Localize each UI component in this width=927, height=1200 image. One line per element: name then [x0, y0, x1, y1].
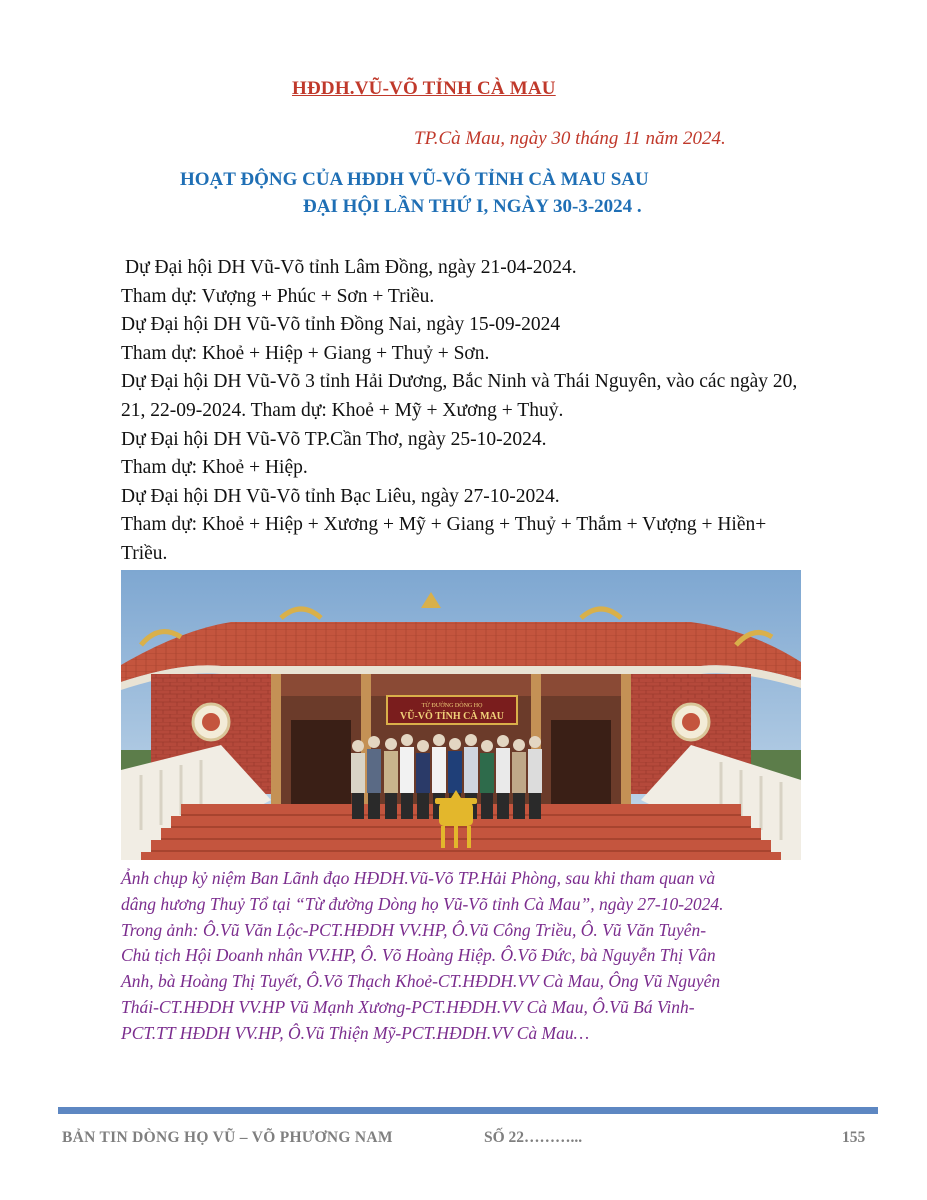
- body-line: Triều.: [121, 542, 168, 564]
- caption-line: dâng hương Thuỷ Tổ tại “Từ đường Dòng họ Vũ-Võ tỉnh Cà Mau”, ngày 27-10-2024.: [121, 893, 724, 914]
- body-line: 21, 22-09-2024. Tham dự: Khoẻ + Mỹ + Xương + Thuỷ.: [121, 399, 564, 421]
- article-heading: [180, 166, 740, 220]
- caption-line: Thái-CT.HĐDH VV.HP Vũ Mạnh Xương-PCT.HĐDH.VV Cà Mau, Ô.Vũ Bá Vinh-: [121, 996, 695, 1017]
- footer-publication-name: BẢN TIN DÒNG HỌ VŨ – VÕ PHƯƠNG NAM: [62, 1129, 393, 1146]
- heading-line-2: ĐẠI HỘI LẦN THỨ I, NGÀY 30-3-2024 .: [303, 196, 642, 217]
- caption-line: Anh, bà Hoàng Thị Tuyết, Ô.Võ Thạch Khoẻ-CT.HĐDH.VV Cà Mau, Ông Vũ Nguyên: [121, 971, 721, 992]
- organization-title: HĐDH.VŨ-VÕ TỈNH CÀ MAU: [292, 78, 556, 99]
- article-body: [121, 254, 851, 569]
- body-line: Dự Đại hội DH Vũ-Võ TP.Cần Thơ, ngày 25-10-2024.: [121, 428, 547, 450]
- body-line: Tham dự: Khoẻ + Hiệp + Xương + Mỹ + Giang + Thuỷ + Thắm + Vượng + Hiền+: [121, 514, 767, 536]
- body-line: Tham dự: Vượng + Phúc + Sơn + Triều.: [121, 285, 435, 307]
- body-line: Dự Đại hội DH Vũ-Võ tỉnh Đồng Nai, ngày 15-09-2024: [121, 314, 561, 336]
- body-line: Tham dự: Khoẻ + Hiệp.: [121, 457, 308, 479]
- group-photo: [121, 570, 801, 860]
- caption-line: Ảnh chụp kỷ niệm Ban Lãnh đạo HĐDH.Vũ-Võ TP.Hải Phòng, sau khi tham quan và: [121, 868, 716, 888]
- body-line: Dự Đại hội DH Vũ-Võ 3 tỉnh Hải Dương, Bắc Ninh và Thái Nguyên, vào các ngày 20,: [121, 371, 798, 393]
- body-line: Dự Đại hội DH Vũ-Võ tỉnh Bạc Liêu, ngày 27-10-2024.: [121, 485, 560, 507]
- body-line: Dự Đại hội DH Vũ-Võ tỉnh Lâm Đồng, ngày 21-04-2024.: [125, 257, 577, 278]
- body-line: Tham dự: Khoẻ + Hiệp + Giang + Thuỷ + Sơn.: [121, 342, 490, 364]
- caption-line: Trong ảnh: Ô.Vũ Văn Lộc-PCT.HĐDH VV.HP, Ô.Vũ Công Triều, Ô. Vũ Văn Tuyên-: [121, 919, 707, 940]
- dateline: TP.Cà Mau, ngày 30 tháng 11 năm 2024.: [414, 128, 726, 149]
- hall-sign-main: VŨ-VÕ TỈNH CÀ MAU: [400, 711, 504, 722]
- footer-issue-number: SỐ 22………...: [484, 1129, 583, 1146]
- caption-line: PCT.TT HĐDH VV.HP, Ô.Vũ Thiện Mỹ-PCT.HĐDH.VV Cà Mau…: [121, 1022, 590, 1043]
- hall-sign-top: TỪ ĐƯỜNG DÒNG HỌ: [421, 703, 483, 709]
- footer-divider: [58, 1107, 878, 1114]
- heading-line-1: HOẠT ĐỘNG CỦA HĐDH VŨ-VÕ TỈNH CÀ MAU SAU: [180, 169, 649, 190]
- caption-line: Chủ tịch Hội Doanh nhân VV.HP, Ô. Võ Hoàng Hiệp. Ô.Võ Đức, bà Nguyễn Thị Vân: [121, 945, 716, 966]
- photo-caption: [121, 866, 821, 1047]
- footer-page-number: 155: [842, 1129, 866, 1146]
